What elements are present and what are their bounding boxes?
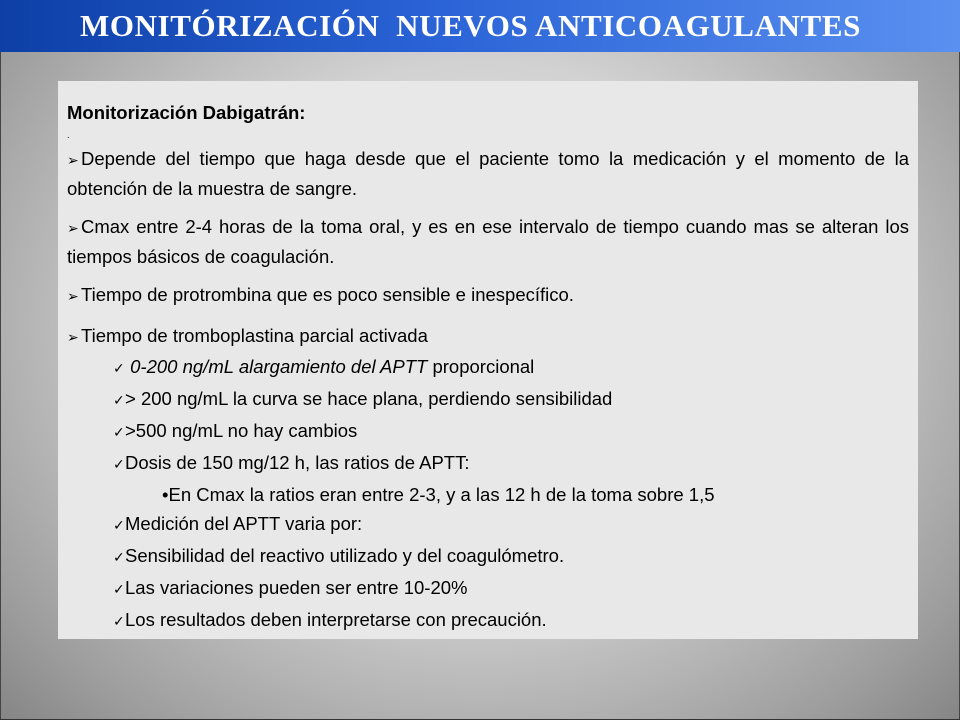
sub-item-text: Los resultados deben interpretarse con precaución.: [125, 609, 547, 630]
bullet-item: [67, 281, 909, 311]
sub-item-text: Medición del APTT varia por:: [125, 513, 363, 534]
sub-list-item: [67, 352, 909, 384]
sub-list-item: [67, 573, 909, 605]
section-heading: Monitorización Dabigatrán:: [67, 102, 306, 123]
sub-list-item: [67, 384, 909, 416]
checkmark-icon: ✓: [113, 457, 125, 473]
checkmark-icon: ✓: [113, 614, 125, 630]
sub-item-text: proporcional: [427, 356, 535, 377]
bullet-dot-icon: •: [162, 484, 169, 505]
checkmark-icon: ✓: [113, 393, 125, 409]
bullet-item: [67, 145, 909, 202]
sub-item-text: Las variaciones pueden ser entre 10-20%: [125, 577, 468, 598]
nested-sub-item: [67, 480, 909, 509]
bullet-item: [67, 322, 909, 352]
checkmark-icon: ✓: [113, 582, 125, 598]
bullet-text: Cmax entre 2-4 horas de la toma oral, y es en ese intervalo de tiempo cuando mas se alteran los tiempos básicos de coagulación.: [67, 216, 909, 267]
arrow-right-icon: ➢: [67, 221, 79, 237]
bullet-text: Tiempo de tromboplastina parcial activada: [81, 325, 428, 346]
arrow-right-icon: ➢: [67, 153, 79, 169]
content-box: [58, 81, 918, 639]
sub-list-item: [67, 509, 909, 541]
sub-item-italic-text: 0-200 ng/mL alargamiento del APTT: [125, 356, 428, 377]
arrow-right-icon: ➢: [67, 330, 79, 346]
frame-border-left: [0, 52, 1, 720]
checkmark-icon: ✓: [113, 550, 125, 566]
arrow-right-icon: ➢: [67, 289, 79, 305]
nested-sub-item-text: En Cmax la ratios eran entre 2-3, y a las 12 h de la toma sobre 1,5: [168, 484, 715, 505]
checkmark-icon: ✓: [113, 518, 125, 534]
bullet-text: Tiempo de protrombina que es poco sensible e inespecífico.: [81, 284, 574, 305]
checkmark-icon: ✓: [113, 361, 125, 377]
sub-item-text: > 200 ng/mL la curva se hace plana, perdiendo sensibilidad: [125, 388, 613, 409]
small-dot: .: [67, 130, 70, 140]
title-bar: [0, 0, 960, 52]
aptt-sub-list: [67, 352, 909, 637]
sub-list-item: [67, 605, 909, 637]
slide-title: MONITÓRIZACIÓN NUEVOS ANTICOAGULANTES: [80, 8, 861, 43]
sub-list-item: [67, 541, 909, 573]
sub-item-text: Dosis de 150 mg/12 h, las ratios de APTT:: [125, 452, 470, 473]
sub-item-text: >500 ng/mL no hay cambios: [125, 420, 358, 441]
bullet-text: Depende del tiempo que haga desde que el paciente tomo la medicación y el momento de la obtención de la muestra de sangre.: [67, 148, 909, 199]
bullet-item: [67, 213, 909, 270]
checkmark-icon: ✓: [113, 425, 125, 441]
sub-list-item: [67, 416, 909, 448]
sub-list-item: [67, 448, 909, 480]
sub-item-text: Sensibilidad del reactivo utilizado y del coagulómetro.: [125, 545, 565, 566]
